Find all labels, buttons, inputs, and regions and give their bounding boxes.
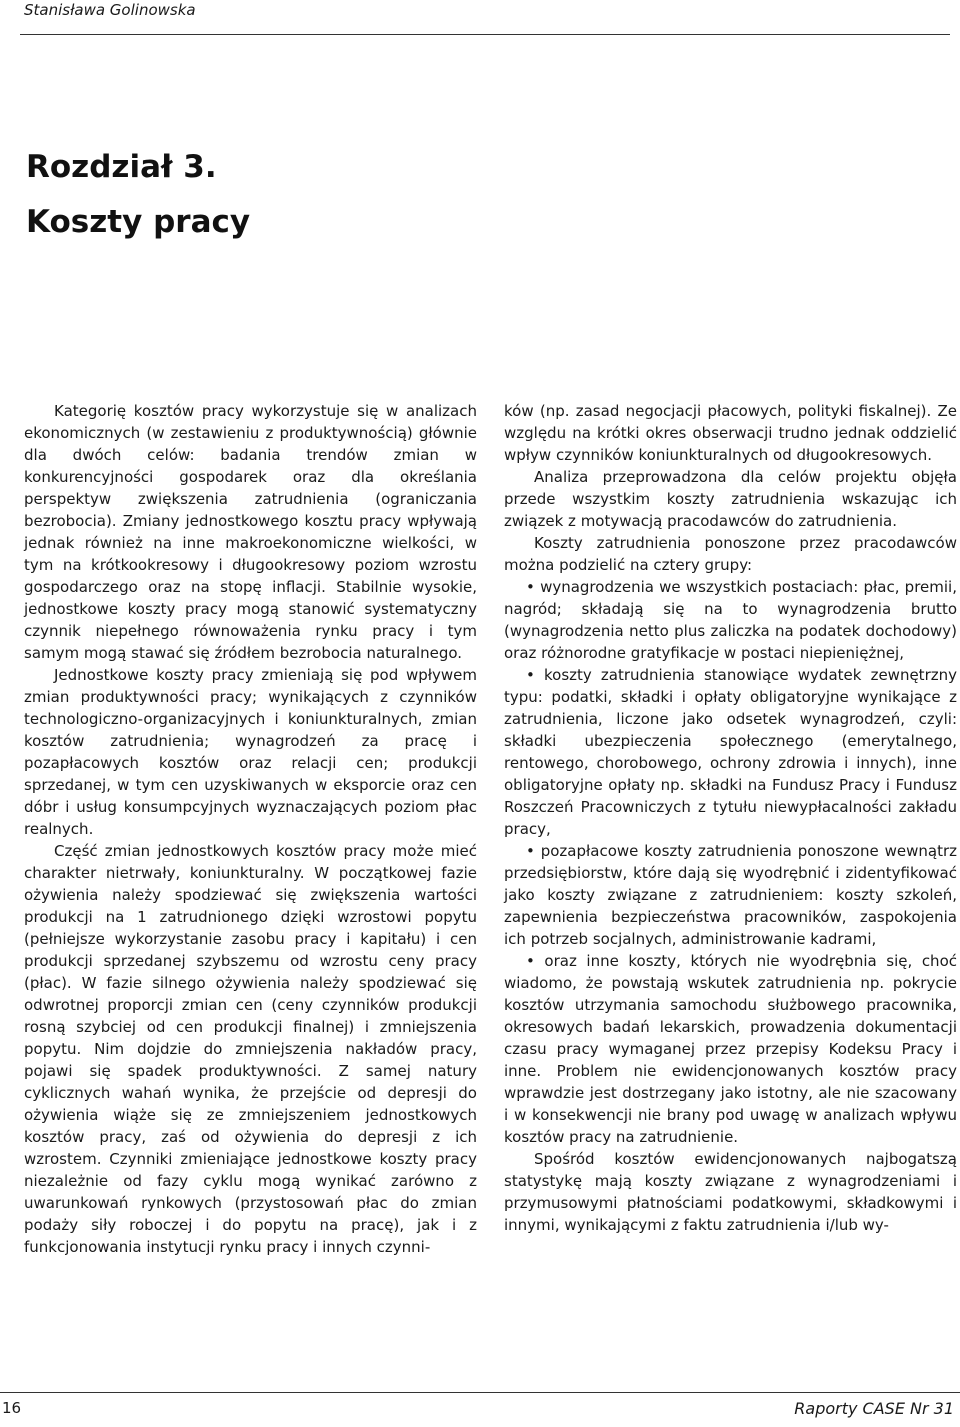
page-header bbox=[20, 0, 950, 35]
paragraph: Jednostkowe koszty pracy zmieniają się pod wpływem zmian produktywności pracy; wynikających z czynników technologiczno-organizacyjnych i koniunkturalnych, zmian kosztów zatrudnienia; wynagrodzeń za pracę i pozapłacowych kosztów oraz relacji cen; produkcji sprzedanej, w tym cen uzyskiwanych w eksporcie oraz cen dóbr i usług konsumpcyjnych wyznaczających poziom płac realnych. bbox=[24, 666, 477, 838]
publication-title: Raporty CASE Nr 31 bbox=[794, 1399, 954, 1418]
page-footer bbox=[0, 1392, 960, 1427]
bullet-item: • oraz inne koszty, których nie wyodrębnia się, choć wiadomo, że powstają wskutek zatrudnienia np. pokrycie kosztów utrzymania samochodu służbowego pracownika, okresowych badań lekarskich, prowadzenia dokumentacji czasu pracy wymaganej przez przepisy Kodeksu Pracy i inne. Problem nie ewidencjonowanych kosztów pracy wprawdzie jest dostrzegany jako istotny, ale nie szacowany i w konsekwencji nie brany pod uwagę w analizach wpływu kosztów pracy na zatrudnienie. bbox=[504, 952, 957, 1146]
paragraph: Kategorię kosztów pracy wykorzystuje się w analizach ekonomicznych (w zestawieniu z produktywnością) głównie dla dwóch celów: badania trendów zmian w konkurencyjności gospodarek oraz dla określania perspektyw zwiększenia zatrudnienia (ograniczania bezrobocia). Zmiany jednostkowego kosztu pracy wpływają jednak również na inne makroekonomiczne wielkości, w tym na krótkookresowy i długookresowy poziom wzrostu gospodarczego oraz na stopę inflacji. Stabilnie wysokie, jednostkowe koszty pracy mogą stanowić systematyczny czynnik niepełnego równoważenia rynku pracy i tym samym mogą stawać się źródłem bezrobocia naturalnego. bbox=[24, 402, 477, 662]
left-column bbox=[24, 400, 477, 1258]
bullet-item: • wynagrodzenia we wszystkich postaciach: płac, premii, nagród; składają się na to wynagrodzenia brutto (wynagrodzenia netto plus zaliczka na podatek dochodowy) oraz różnorodne gratyfikacje w postaci niepieniężnej, bbox=[504, 578, 957, 662]
paragraph-continuation: ków (np. zasad negocjacji płacowych, polityki fiskalnej). Ze względu na krótki okres obserwacji trudno jednak oddzielić wpływ czynników koniunkturalnych od długookresowych. bbox=[504, 402, 957, 464]
paragraph: Spośród kosztów ewidencjonowanych najbogatszą statystykę mają koszty związane z wynagrodzeniami i przymusowymi płatnościami podatkowymi, składkowymi i innymi, wynikającymi z faktu zatrudnienia i/lub wy- bbox=[504, 1150, 957, 1234]
bullet-item: • koszty zatrudnienia stanowiące wydatek zewnętrzny typu: podatki, składki i opłaty obligatoryjne wynikające z zatrudnienia, liczone jako odsetek wynagrodzeń, czyli: składki ubezpieczenia społecznego (emerytalnego, rentowego, chorobowego, ochrony zdrowia i innych), inne obligatoryjne opłaty np. składki na Fundusz Pracy i Fundusz Roszczeń Pracowniczych z tytułu niewypłacalności zakładu pracy, bbox=[504, 666, 957, 838]
bullet-item: • pozapłacowe koszty zatrudnienia ponoszone wewnątrz przedsiębiorstw, które dają się wyodrębnić i zidentyfikować jako koszty związane z zatrudnieniem: koszty szkoleń, zapewnienia bezpieczeństwa pracowników, zaspokojenia ich potrzeb socjalnych, administrowanie kadrami, bbox=[504, 842, 957, 948]
page-number: 16 bbox=[2, 1399, 22, 1417]
paragraph: Część zmian jednostkowych kosztów pracy może mieć charakter nietrwały, koniunkturalny. W początkowej fazie ożywienia należy spodziewać się zwiększenia wartości produkcji na 1 zatrudnionego dzięki wzrostowi popytu (pełniejsze wykorzystanie zasobu pracy i kapitału) i cen produkcji sprzedanej szybszemu od wzrostu ceny pracy (płac). W fazie silnego ożywienia należy spodziewać się odwrotnej proporcji zmian cen (ceny czynników produkcji rosną szybciej od cen produkcji finalnej) i zmniejszenia popytu. Nim dojdzie do zmniejszenia nakładów pracy, pojawi się spadek produktywności. Z samej natury cyklicznych wahań wynika, że przejście od depresji do ożywienia wiąże się ze zmniejszeniem jednostkowych kosztów pracy, zaś od ożywienia do depresji z ich wzrostem. Czynniki zmieniające jednostkowe koszty pracy niezależnie od fazy cyklu mogą wynikać zarówno z uwarunkowań rynkowych (przystosowań płac do zmian podaży siły roboczej i do popytu na pracę), jak i z funkcjonowania instytucji rynku pracy i innych czynni- bbox=[24, 842, 477, 1256]
right-column bbox=[504, 400, 957, 1236]
paragraph: Analiza przeprowadzona dla celów projektu objęła przede wszystkim koszty zatrudnienia wskazując ich związek z motywacją pracodawców do zatrudnienia. bbox=[504, 468, 957, 530]
chapter-title: Koszty pracy bbox=[26, 204, 251, 240]
chapter-heading bbox=[26, 140, 250, 250]
header-author: Stanisława Golinowska bbox=[24, 1, 196, 19]
paragraph: Koszty zatrudnienia ponoszone przez pracodawców można podzielić na cztery grupy: bbox=[504, 534, 957, 574]
chapter-number: Rozdział 3. bbox=[26, 149, 217, 185]
